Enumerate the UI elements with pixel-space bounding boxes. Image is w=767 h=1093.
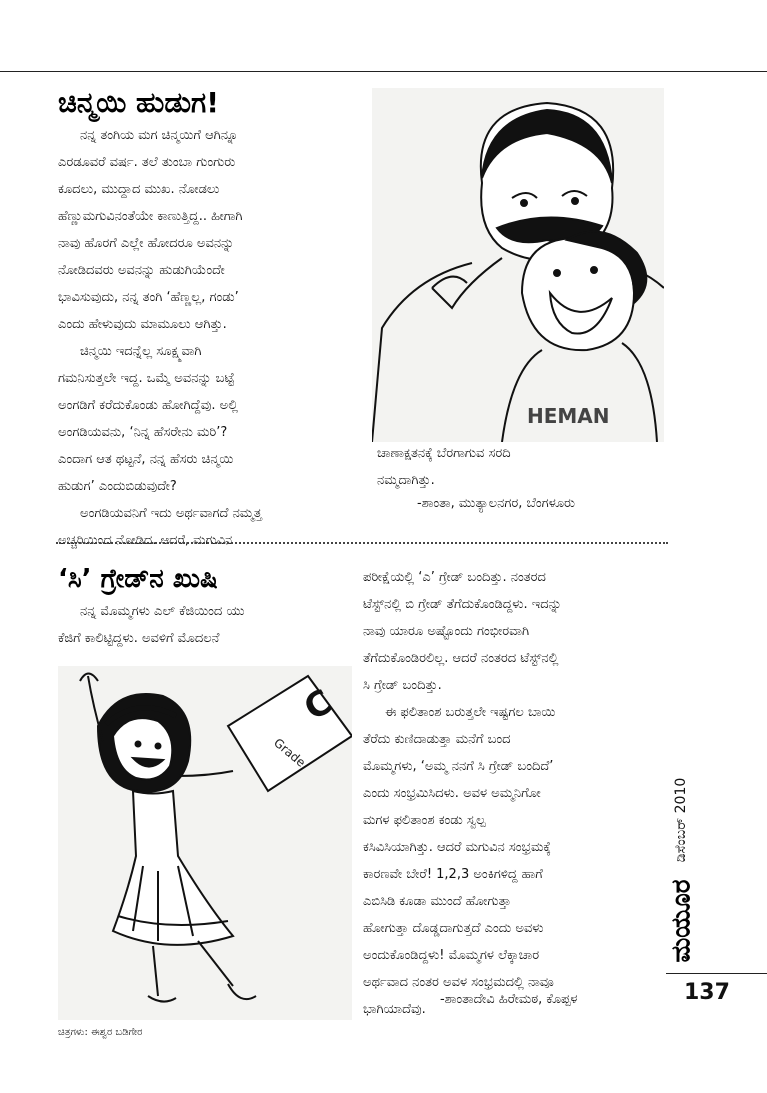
article1-body bbox=[58, 122, 368, 554]
article1-signature: -ಶಾಂತಾ, ಮುತ್ಯಾಲನಗರ, ಬೆಂಗಳೂರು bbox=[417, 496, 576, 511]
man-boy-drawing bbox=[372, 88, 664, 442]
body-line: ಹೋಗುತ್ತಾ ದೊಡ್ಡದಾಗುತ್ತದೆ ಎಂದು ಅವಳು bbox=[363, 921, 544, 936]
body-line: ಭಾವಿಸುವುದು, ನನ್ನ ತಂಗಿ ‘ಹೆಣ್ಣಲ್ಲ, ಗಂಡು’ bbox=[58, 290, 239, 305]
article-title-c-grade: ‘ಸಿ’ ಗ್ರೇಡ್‌ನ ಖುಷಿ bbox=[58, 564, 218, 594]
article2-signature: -ಶಾಂತಾದೇವಿ ಹಿರೇಮಠ, ಕೊಪ್ಪಳ bbox=[440, 992, 578, 1007]
body-line: ಟೆಸ್ಟ್‌ನಲ್ಲಿ ಬಿ ಗ್ರೇಡ್ ತೆಗೆದುಕೊಂಡಿದ್ದಳು. ಇದನ್ನು bbox=[363, 597, 562, 612]
body-line: ಅಚ್ಚರಿಯಿಂದ ನೋಡಿದ. ಆದರೆ, ಮಗುವಿನ bbox=[58, 533, 233, 548]
article-title-chinmayi: ಚಿನ್ಮಯಿ ಹುಡುಗ! bbox=[58, 86, 219, 119]
illustration-credit: ಚಿತ್ರಗಳು: ಈಶ್ವರ ಬಡಿಗೇರ bbox=[58, 1027, 143, 1038]
body-line: ಸಿ ಗ್ರೇಡ್ ಬಂದಿತ್ತು. bbox=[363, 678, 442, 693]
body-line: ನಮ್ಮದಾಗಿತ್ತು. bbox=[377, 473, 435, 488]
shirt-text: HEMAN bbox=[527, 404, 610, 428]
illustration-man-and-boy bbox=[372, 88, 664, 442]
body-line: ಅಂಗಡಿಗೆ ಕರೆದುಕೊಂಡು ಹೋಗಿದ್ದೆವು. ಅಲ್ಲಿ bbox=[58, 398, 239, 413]
page-number: 137 bbox=[684, 980, 730, 1005]
body-line: ಅಂದುಕೊಂಡಿದ್ದಳು! ಮೊಮ್ಮಗಳ ಲೆಕ್ಕಾಚಾರ bbox=[363, 948, 540, 963]
magazine-logo: ಮಯೂರ bbox=[666, 879, 697, 963]
body-line: ಎಬಿಸಿಡಿ ಕೂಡಾ ಮುಂದೆ ಹೋಗುತ್ತಾ bbox=[363, 894, 512, 909]
body-line: ನಾವು ಯಾರೂ ಅಷ್ಟೊಂದು ಗಂಭೀರವಾಗಿ bbox=[363, 624, 530, 639]
section-divider bbox=[56, 542, 668, 544]
body-line: ಮೊಮ್ಮಗಳು, ‘ಅಮ್ಮ ನನಗೆ ಸಿ ಗ್ರೇಡ್ ಬಂದಿದೆ’ bbox=[363, 759, 554, 774]
body-line: ಮಗಳ ಫಲಿತಾಂಶ ಕಂಡು ಸ್ವಲ್ಪ bbox=[363, 813, 486, 828]
body-line: ಹುಡುಗ’ ಎಂದುಬಿಡುವುದೇ? bbox=[58, 479, 177, 494]
body-line: ಕಸಿವಿಸಿಯಾಗಿತ್ತು. ಆದರೆ ಮಗುವಿನ ಸಂಭ್ರಮಕ್ಕೆ bbox=[363, 840, 551, 855]
body-line: ಕೂದಲು, ಮುದ್ದಾದ ಮುಖ. ನೋಡಲು bbox=[58, 182, 220, 197]
top-rule bbox=[0, 71, 767, 72]
body-line: ಈ ಫಲಿತಾಂಶ ಬರುತ್ತಲೇ ಇಷ್ಟಗಲ ಬಾಯಿ bbox=[385, 705, 556, 720]
body-line: ತೆರೆದು ಕುಣಿದಾಡುತ್ತಾ ಮನೆಗೆ ಬಂದ bbox=[363, 732, 511, 747]
body-line: ನನ್ನ ತಂಗಿಯ ಮಗ ಚಿನ್ಮಯಿಗೆ ಆಗಿನ್ನೂ bbox=[80, 128, 239, 143]
body-line: ಹೆಣ್ಣುಮಗುವಿನಂತೆಯೇ ಕಾಣುತ್ತಿದ್ದ.. ಹೀಗಾಗಿ bbox=[58, 209, 243, 224]
body-line: ತೆಗೆದುಕೊಂಡಿರಲಿಲ್ಲ. ಆದರೆ ನಂತರದ ಟೆಸ್ಟ್‌ನಲ್ಲಿ bbox=[363, 651, 559, 666]
body-line: ಎಂದು ಹೇಳುವುದು ಮಾಮೂಲು ಆಗಿತ್ತು. bbox=[58, 317, 227, 332]
body-line: ಅಂಗಡಿಯವನಿಗೆ ಇದು ಅರ್ಥವಾಗದೆ ನಮ್ಮತ್ತ bbox=[80, 506, 262, 521]
body-line: ಗಮನಿಸುತ್ತಲೇ ಇದ್ದ. ಒಮ್ಮೆ ಅವನನ್ನು ಬಟ್ಟೆ bbox=[58, 371, 235, 386]
body-line: ಎರಡೂವರೆ ವರ್ಷ. ತಲೆ ತುಂಬಾ ಗುಂಗುರು bbox=[58, 155, 236, 170]
article2-intro bbox=[58, 598, 358, 652]
article1-continuation bbox=[377, 440, 667, 494]
card-grade-letter: C bbox=[297, 681, 340, 729]
body-line: ಎಂದು ಸಂಭ್ರಮಿಸಿದಳು. ಅವಳ ಅಮ್ಮನಿಗೋ bbox=[363, 786, 541, 801]
body-line: ಚಾಣಾಕ್ಷತನಕ್ಕೆ ಬೆರಗಾಗುವ ಸರದಿ bbox=[377, 446, 511, 461]
body-line: ನನ್ನ ಮೊಮ್ಮಗಳು ಎಲ್ ಕೆಜಿಯಿಂದ ಯು bbox=[80, 604, 245, 619]
body-line: ನೋಡಿದವರು ಅವನನ್ನು ಹುಡುಗಿಯೆಂದೇ bbox=[58, 263, 225, 278]
body-line: ಅರ್ಥವಾದ ನಂತರ ಅವಳ ಸಂಭ್ರಮದಲ್ಲಿ ನಾವೂ bbox=[363, 975, 554, 990]
body-line: ಕಾರಣವೇ ಬೇರೆ! 1,2,3 ಅಂಕಿಗಳಿದ್ದ ಹಾಗೆ bbox=[363, 867, 543, 882]
issue-date: ಡಿಸೆಂಬರ್ 2010 bbox=[673, 777, 689, 863]
body-line: ಕೆಜಿಗೆ ಕಾಲಿಟ್ಟಿದ್ದಳು. ಅವಳಿಗೆ ಮೊದಲನೆ bbox=[58, 631, 220, 646]
article2-body bbox=[363, 564, 663, 1023]
body-line: ನಾವು ಹೊರಗೆ ಎಲ್ಲೇ ಹೋದರೂ ಅವನನ್ನು bbox=[58, 236, 235, 251]
body-line: ಎಂದಾಗ ಆತ ಥಟ್ಟನೆ, ನನ್ನ ಹೆಸರು ಚಿನ್ಮಯಿ bbox=[58, 452, 234, 467]
body-line: ಪರೀಕ್ಷೆಯಲ್ಲಿ ‘ಎ’ ಗ್ರೇಡ್ ಬಂದಿತ್ತು. ನಂತರದ bbox=[363, 570, 546, 585]
illustration-jumping-girl bbox=[58, 666, 352, 1020]
card-grade-text: Grade bbox=[271, 735, 309, 770]
body-line: ಚಿನ್ಮಯಿ ಇದನ್ನೆಲ್ಲ ಸೂಕ್ಷ್ಮವಾಗಿ bbox=[80, 344, 202, 359]
page-number-rule bbox=[666, 973, 767, 974]
body-line: ಅಂಗಡಿಯವನು, ‘ನಿನ್ನ ಹೆಸರೇನು ಮರಿ’? bbox=[58, 425, 228, 440]
girl-drawing bbox=[58, 666, 352, 1020]
body-line: ಭಾಗಿಯಾದೆವು. bbox=[363, 1002, 426, 1017]
